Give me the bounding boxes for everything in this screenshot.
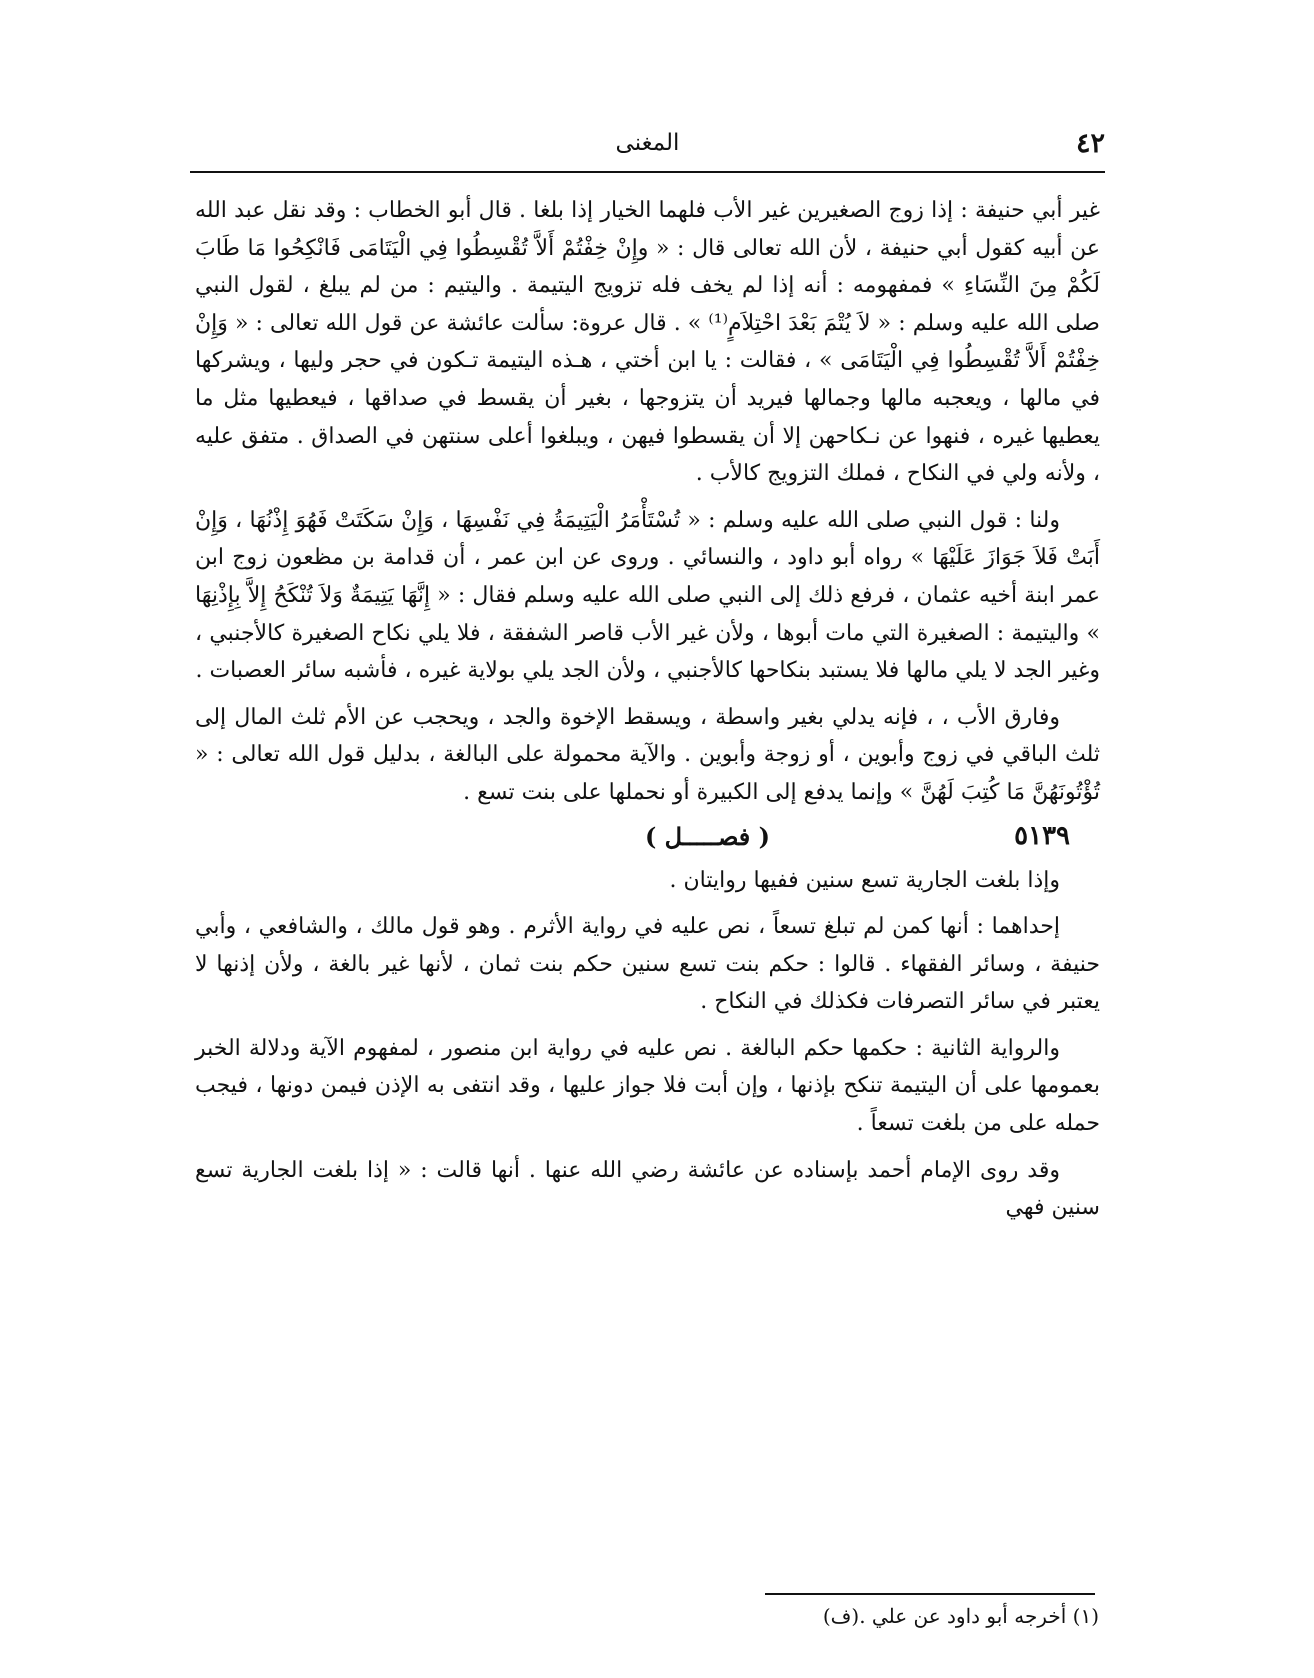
running-title: المغنى	[615, 130, 680, 156]
footnote: (١) أخرجه أبو داود عن علي .(ف)	[822, 1604, 1099, 1628]
paragraph-1: غير أبي حنيفة : إذا زوج الصغيرين غير الأب فلهما الخيار إذا بلغا . قال أبو الخطاب : وقد نقل عبد الله عن أبيه كقول أبي حنيفة ، لأن الله تعالى قال : « وإِنْ خِفْتُمْ أَلاَّ تُقْسِطُوا فِي الْيَتَامَى فَانْكِحُوا مَا طَابَ لَكُمْ مِنَ النِّسَاءِ » فمفهومه : أنه إذا لم يخف فله تزويج اليتيمة . واليتيم : من لم يبلغ ، لقول النبي صلى الله عليه وسلم : « لاَ يُتْمَ بَعْدَ احْتِلاَمٍ⁽¹⁾ » . قال عروة: سألت عائشة عن قول الله تعالى : « وَإِنْ خِفْتُمْ أَلاَّ تُقْسِطُوا فِي الْيَتَامَى » ، فقالت : يا ابن أختي ، هـذه اليتيمة تـكون في حجر وليها ، ويشركها في مالها ، ويعجبه مالها وجمالها فيريد أن يتزوجها ، بغير أن يقسط في صداقها ، فيعطيها مثل ما يعطيها غيره ، فنهوا عن نـكاحهن إلا أن يقسطوا فيهن ، ويبلغوا أعلى سنتهن في الصداق . متفق عليه ، ولأنه ولي في النكاح ، فملك التزويج كالأب .	[195, 198, 1100, 487]
page-header	[190, 128, 1105, 170]
section-number: ٥١٣٩	[1014, 820, 1070, 851]
paragraph-3: وفارق الأب ، ، فإنه يدلي بغير واسطة ، ويسقط الإخوة والجد ، ويحجب عن الأم ثلث المال إلى ثلث الباقي في زوج وأبوين ، أو زوجة وأبوين . والآية محمولة على البالغة ، بدليل قول الله تعالى : « تُؤْتُونَهُنَّ مَا كُتِبَ لَهُنَّ » وإنما يدفع إلى الكبيرة أو نحملها على بنت تسع .	[195, 704, 1100, 805]
section-title: ( فصـــــل )	[644, 821, 770, 851]
paragraph-4: وإذا بلغت الجارية تسع سنين ففيها روايتان .	[669, 867, 1060, 893]
header-rule	[190, 171, 1105, 173]
paragraph-2: ولنا : قول النبي صلى الله عليه وسلم : « تُسْتَأْمَرُ الْيَتِيمَةُ فِي نَفْسِهَا ، وَإِنْ سَكَتَتْ فَهُوَ إِذْنُهَا ، وَإِنْ أَبَتْ فَلاَ جَوَازَ عَلَيْهَا » رواه أبو داود ، والنسائي . وروى عن ابن عمر ، أن قدامة بن مظعون زوج ابن عمر ابنة أخيه عثمان ، فرفع ذلك إلى النبي صلى الله عليه وسلم فقال : « إِنَّهَا يَتِيمَةٌ وَلاَ تُنْكَحُ إِلاَّ بِإِذْنِهَا » واليتيمة : الصغيرة التي مات أبوها ، ولأن غير الأب قاصر الشفقة ، فلا يلي نكاح الصغيرة كالأجنبي ، وغير الجد لا يلي مالها فلا يستبد بنكاحها كالأجنبي ، ولأن الجد يلي بولاية غيره ، فأشبه سائر العصبات .	[195, 507, 1100, 684]
paragraph-5: إحداهما : أنها كمن لم تبلغ تسعاً ، نص عليه في رواية الأثرم . وهو قول مالك ، والشافعي ، وأبي حنيفة ، وسائر الفقهاء . قالوا : حكم بنت تسع سنين حكم بنت ثمان ، لأنها غير بالغة ، ولأن إذنها لا يعتبر في سائر التصرفات فكذلك في النكاح .	[195, 914, 1100, 1015]
paragraph-6: والرواية الثانية : حكمها حكم البالغة . نص عليه في رواية ابن منصور ، لمفهوم الآية ودلالة الخبر بعمومها على أن اليتيمة تنكح بإذنها ، وإن أبت فلا جواز عليها ، وقد انتفى به الإذن فيمن دونها ، فيجب حمله على من بلغت تسعاً .	[195, 1035, 1100, 1137]
footnote-rule	[765, 1593, 1095, 1595]
body-text	[195, 192, 1100, 1227]
paragraph-7: وقد روى الإمام أحمد بإسناده عن عائشة رضي الله عنها . أنها قالت : « إذا بلغت الجارية تسع سنين فهي	[195, 1157, 1100, 1221]
page-number: ٤٢	[1075, 128, 1105, 159]
section-heading	[195, 818, 1100, 860]
